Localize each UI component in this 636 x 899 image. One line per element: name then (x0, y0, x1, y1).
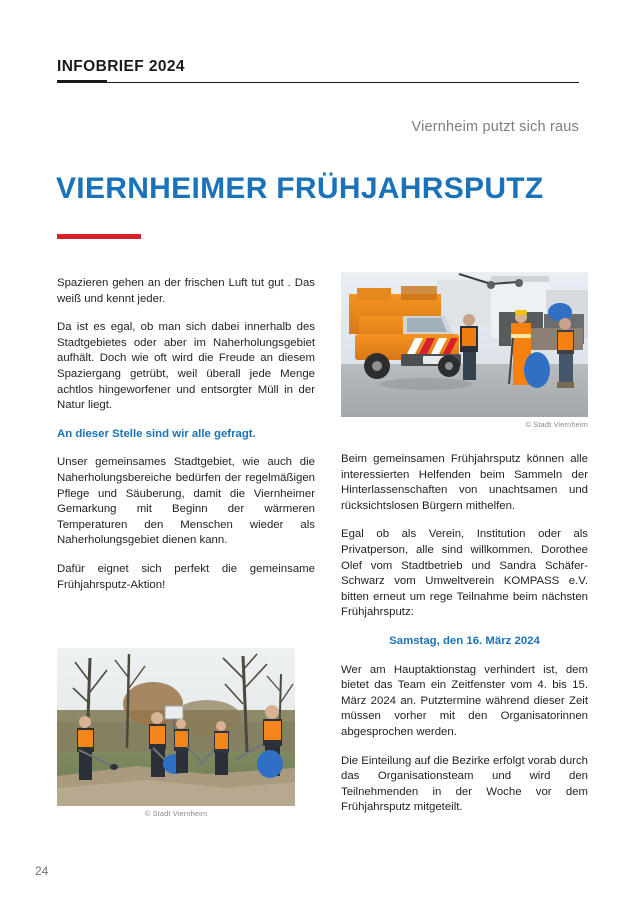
paragraph: Die Einteilung auf die Bezirke erfolgt vorab durch das Organisationsteam und wird den Teilnehmenden in der Woche vor dem Frühjahrsputz mitgeteilt. (341, 754, 588, 814)
photo-caption: © Stadt Viernheim (525, 420, 588, 429)
title-accent-bar (57, 234, 141, 239)
header-title: INFOBRIEF 2024 (57, 58, 185, 75)
paragraph: Spazieren gehen an der frischen Luft tut gut . Das weiß und kennt jeder. (57, 277, 315, 305)
right-text-column (341, 452, 588, 816)
paragraph: Wer am Hauptaktionstag verhindert ist, dem bietet das Team ein Zeitfenster vom 4. bis 15. März 2024 an. Putztermine während dieser Zeit müssen vorher mit den Organisatorinnen abgesprochen werden. (341, 663, 588, 738)
photo-block-volunteers (57, 648, 295, 818)
photo-block-truck (341, 272, 588, 429)
page-number: 24 (35, 864, 49, 878)
header-rule-accent (57, 80, 107, 83)
paragraph: Unser gemeinsames Stadtgebiet, wie auch die Naherholungsbereiche bedürfen der regelmäßigen Pflege und Säuberung, damit die Viernheimer Gemarkung mit Beginn der wärmeren Temperaturen den Menschen wieder als Naherholungsgebiet dienen kann. (57, 456, 315, 547)
photo-volunteers-litter-picking (57, 648, 295, 806)
section-kicker: Viernheim putzt sich raus (411, 119, 579, 135)
paragraph: Dafür eignet sich perfekt die gemeinsame Frühjahrsputz-Aktion! (57, 562, 315, 591)
paragraph: Egal ob als Verein, Institution oder als Privatperson, alle sind willkommen. Dorothee Olef vom Stadtbetrieb und Sandra Schäfer-Schwarz vom Umweltverein KOMPASS e.V. bitten erneut um rege Teilnahme beim nächsten Frühjahrsputz: (341, 528, 588, 619)
photo-caption: © Stadt Viernheim (144, 809, 208, 818)
left-text-column (57, 276, 315, 593)
paragraph: Da ist es egal, ob man sich dabei innerhalb des Stadtgebietes oder aber im Naherholungsgebiet aufhält. Doch wie oft wird die Freude an diesem Spaziergang getrübt, weil überall jede Menge achtlos hingeworfener und entsorgter Müll in der Natur liegt. (57, 321, 315, 412)
event-date-heading: Samstag, den 16. März 2024 (389, 634, 540, 647)
paragraph: Beim gemeinsamen Frühjahrsputz können alle interessierten Helfenden beim Sammeln der Hinterlassenschaften von unachtsamen und rücksichtslosen Bürgern mithelfen. (341, 453, 588, 512)
page-title: VIERNHEIMER FRÜHJAHRSPUTZ (56, 172, 544, 205)
photo-municipal-truck-and-workers (341, 272, 588, 417)
callout-subheading: An dieser Stelle sind wir alle gefragt. (57, 427, 256, 440)
header-rule (57, 82, 579, 83)
